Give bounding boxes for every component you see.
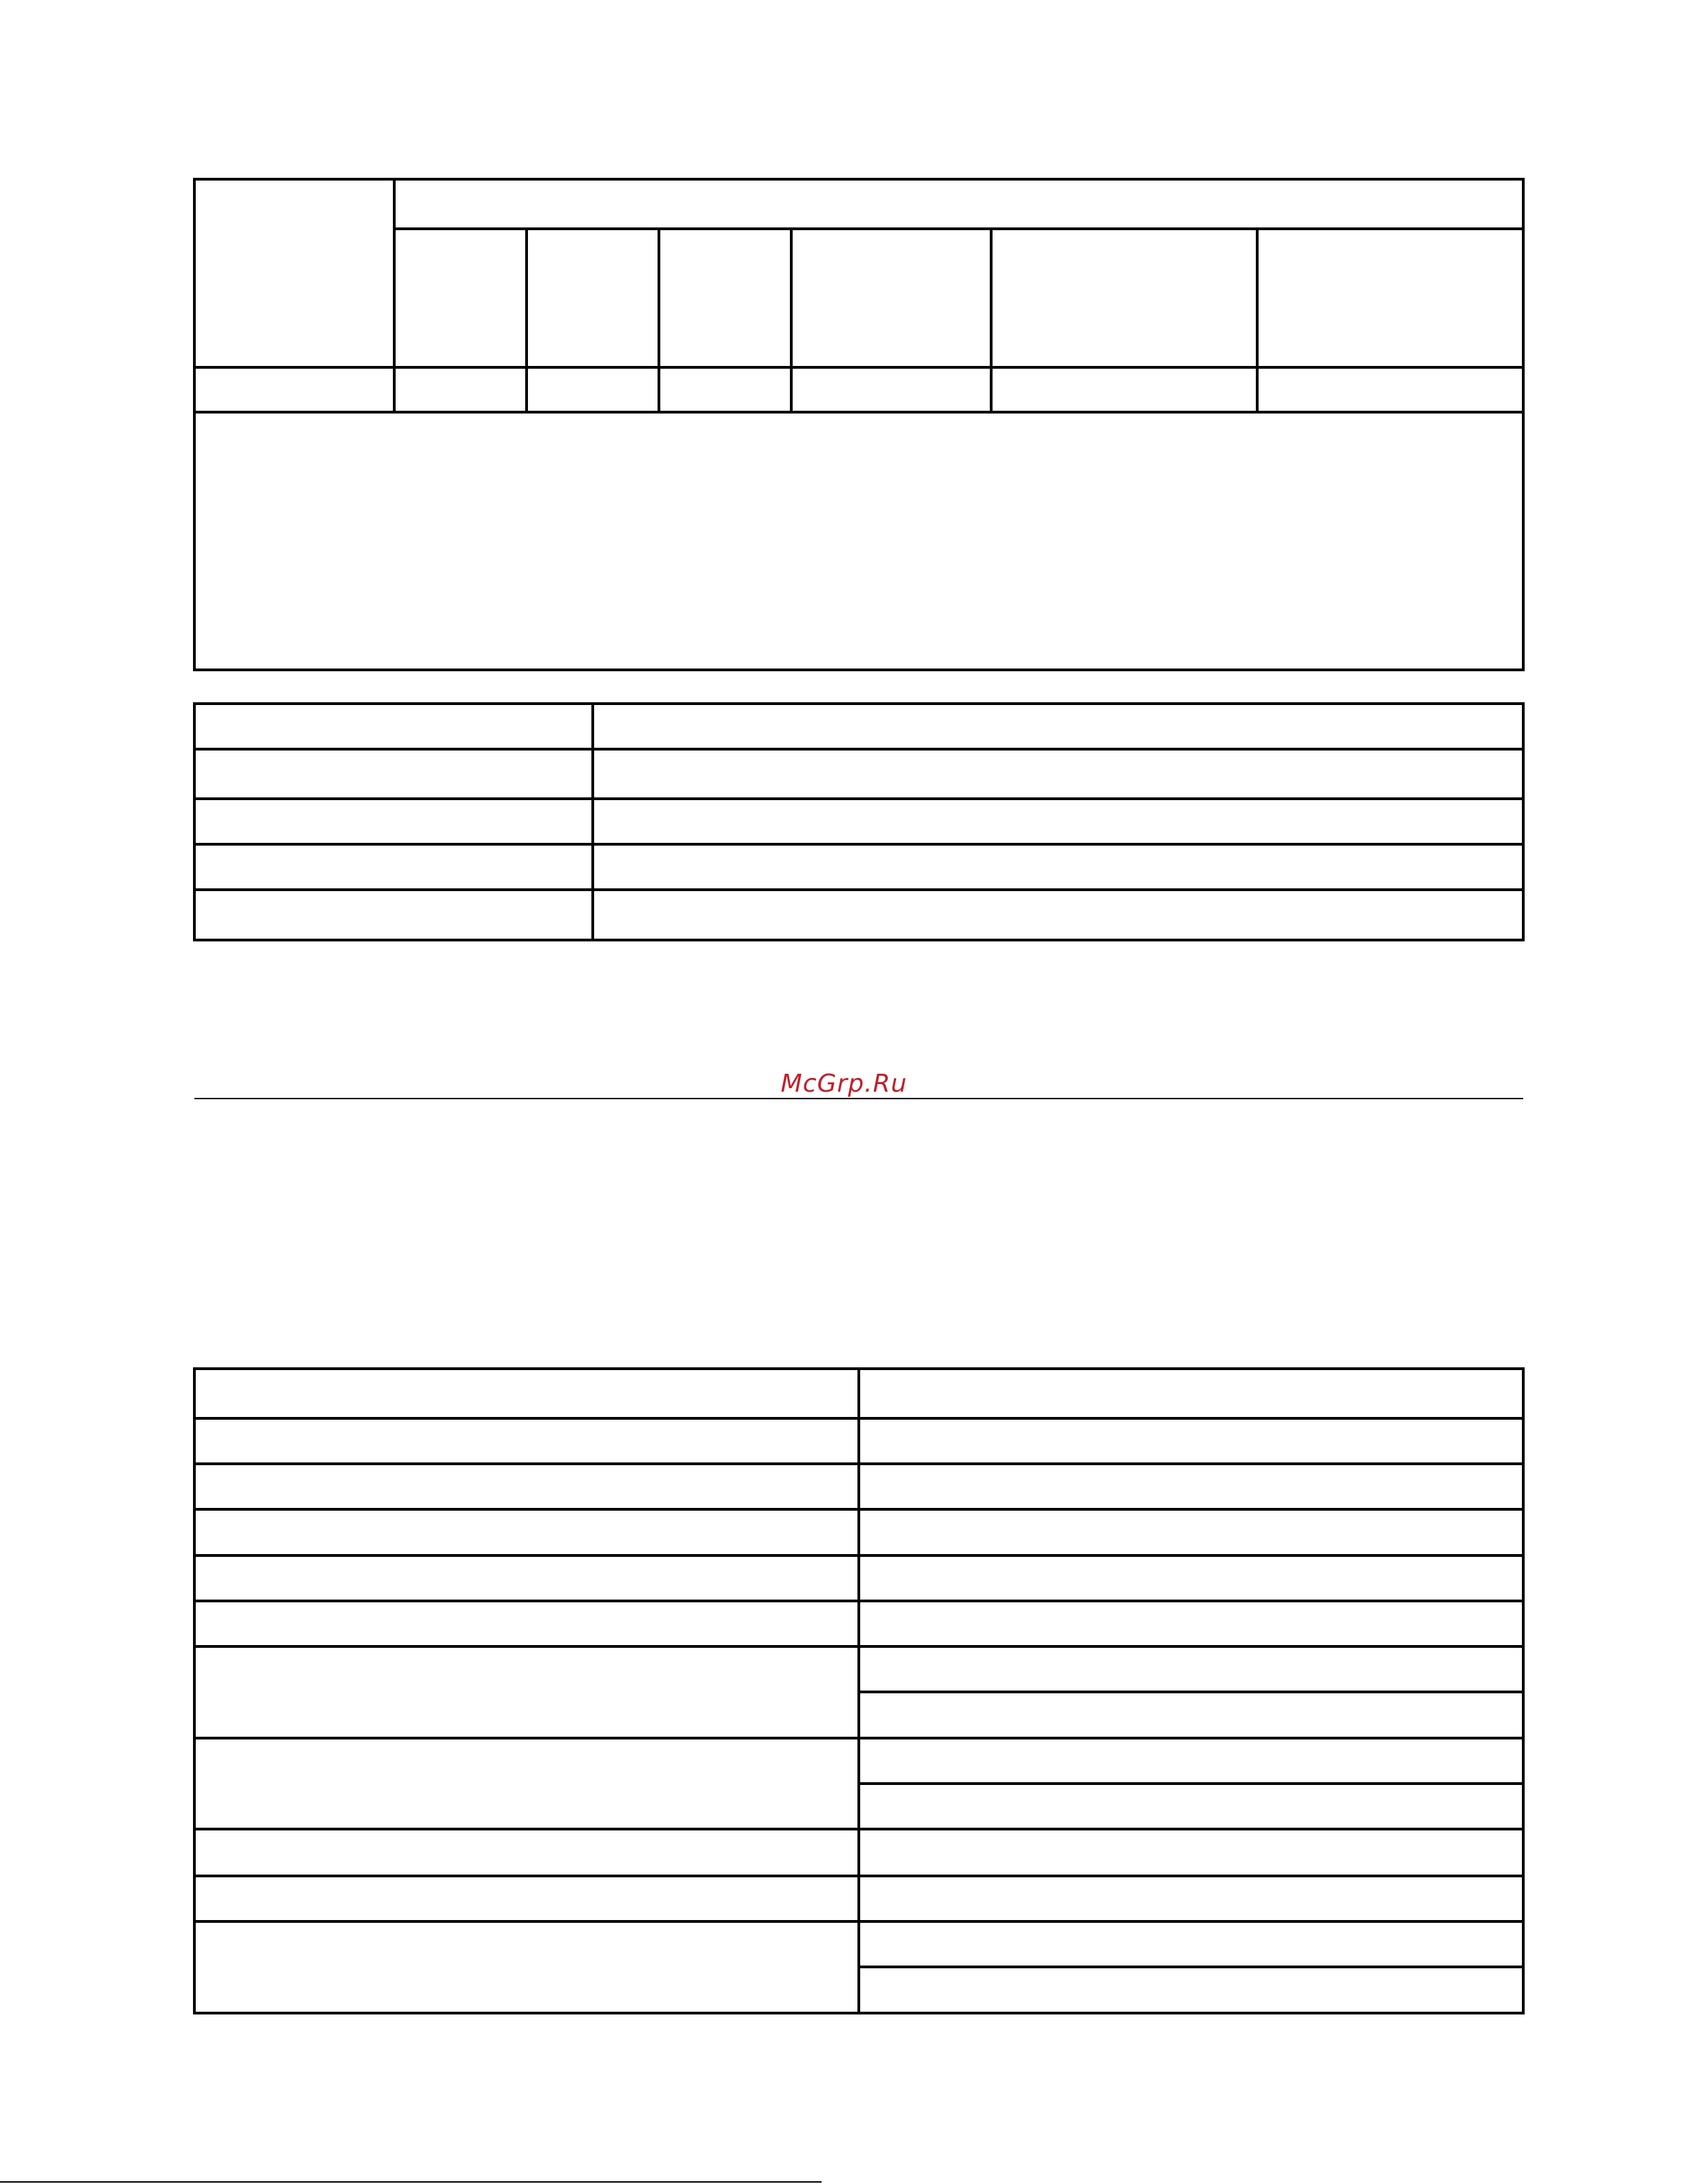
table-1 [194, 179, 1523, 670]
table-3 [194, 1369, 1523, 2013]
table-2 [194, 704, 1523, 940]
table-2-border [194, 704, 1523, 940]
watermark [0, 1070, 1688, 1098]
watermark-text: McGrp.Ru [777, 1070, 912, 1098]
